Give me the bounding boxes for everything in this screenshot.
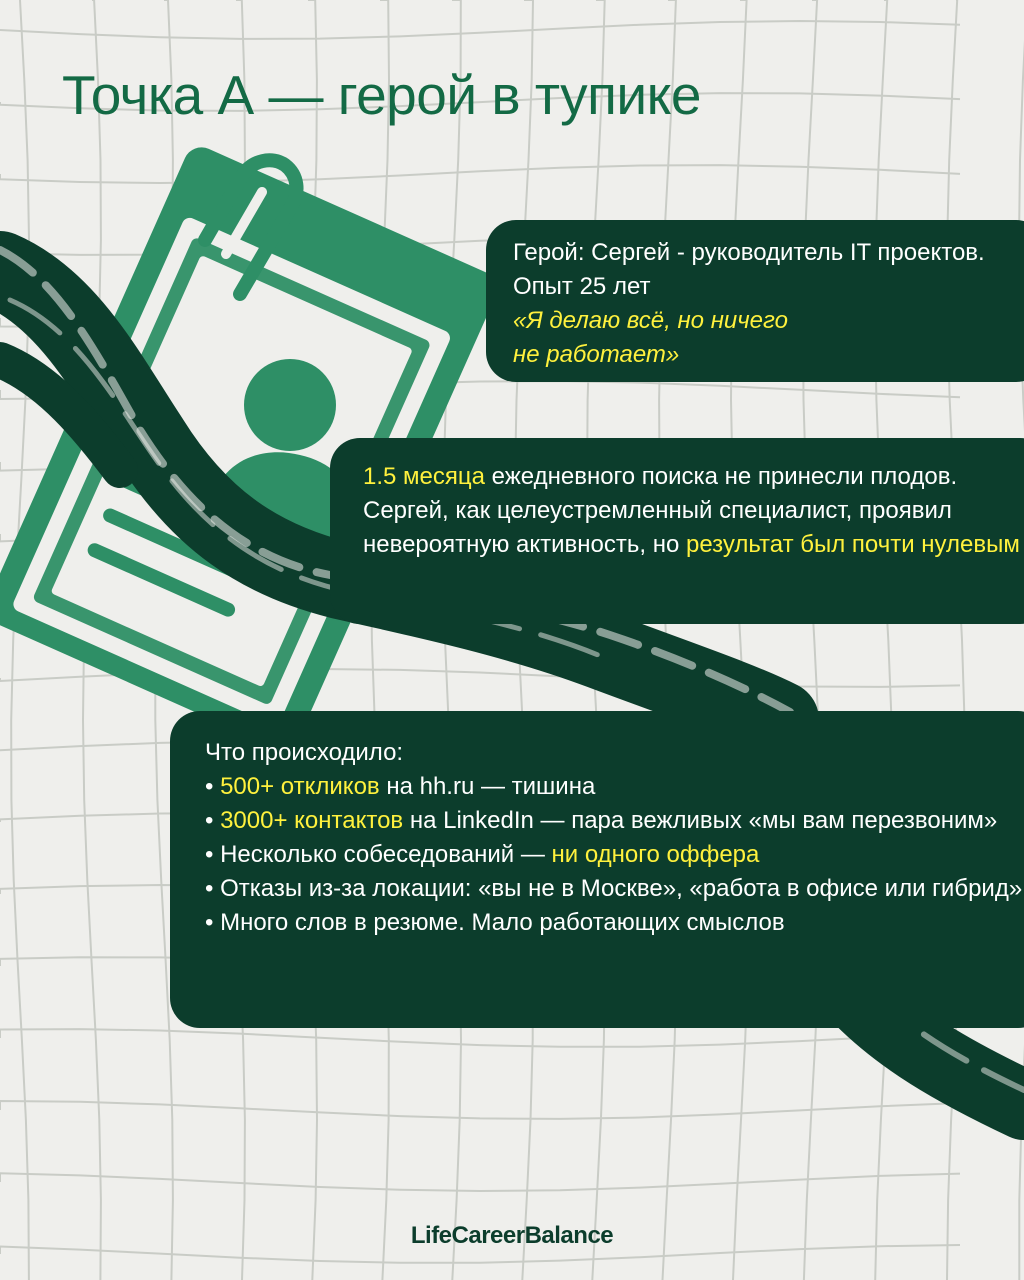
hero-quote-line-2: не работает» xyxy=(513,341,680,368)
page-title: Точка А — герой в тупике xyxy=(62,64,701,126)
brand-footer: LifeCareerBalance xyxy=(410,1222,614,1249)
bullet: • xyxy=(205,875,221,902)
bullet: • xyxy=(205,807,221,834)
list-item xyxy=(205,872,1024,906)
item-highlight: ни одного оффера xyxy=(551,841,760,868)
hero-card xyxy=(486,220,1024,382)
bullet: • xyxy=(205,773,221,800)
search-card xyxy=(330,438,1024,624)
events-card xyxy=(170,711,1024,1028)
hero-text: Герой: Сергей - руководитель IT проектов. Опыт 25 лет xyxy=(513,239,985,300)
item-text: Много слов в резюме. Мало работающих смыслов xyxy=(220,909,785,936)
hero-quote-line-1: «Я делаю всё, но ничего xyxy=(513,307,788,334)
item-text: Несколько собеседований — xyxy=(220,841,552,868)
item-text: Отказы из-за локации: «вы не в Москве», «работа в офисе или гибрид» xyxy=(220,875,1023,902)
list-item xyxy=(205,770,1024,804)
events-heading: Что происходило: xyxy=(205,739,404,766)
list-item xyxy=(205,906,1024,940)
item-text: на LinkedIn — пара вежливых «мы вам перезвоним» xyxy=(403,807,998,834)
item-highlight: 500+ откликов xyxy=(220,773,380,800)
search-result-highlight: результат был почти нулевым xyxy=(686,531,1020,558)
list-item xyxy=(205,804,1024,838)
item-highlight: 3000+ контактов xyxy=(220,807,404,834)
search-duration-highlight: 1.5 месяца xyxy=(363,463,485,490)
list-item xyxy=(205,838,1024,872)
bullet: • xyxy=(205,909,221,936)
search-text: ежедневного поиска не принесли плодов. Сергей, как целеустремленный специалист, проявил невероятную активность, но xyxy=(363,463,958,558)
bullet: • xyxy=(205,841,221,868)
item-text: на hh.ru — тишина xyxy=(379,773,596,800)
